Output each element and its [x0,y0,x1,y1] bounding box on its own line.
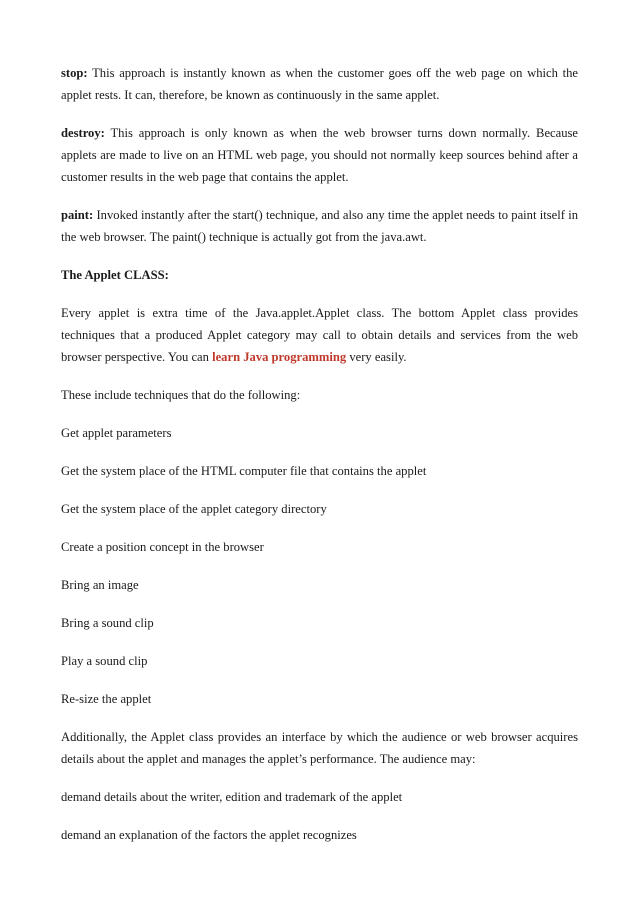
list-item: Get the system place of the HTML computer file that contains the applet [61,464,427,478]
paragraph-stop-text: This approach is instantly known as when the customer goes off the web page on which the applet rests. It can, therefore, be known as continuously in the same applet. [61,66,578,102]
list-item: Create a position concept in the browser [61,540,264,554]
learn-java-link[interactable]: learn Java programming [212,350,347,364]
list-item: Re-size the applet [61,692,152,706]
audience-item: demand an explanation of the factors the applet recognizes [61,828,357,842]
paragraph-paint-text: Invoked instantly after the start() technique, and also any time the applet needs to paint itself in the web browser. The paint() technique is actually got from the java.awt. [61,208,578,244]
list-item: Play a sound clip [61,654,148,668]
term-stop: stop: [61,66,88,80]
paragraph-destroy-text: This approach is only known as when the web browser turns down normally. Because applets are made to live on an HTML web page, you should not normally keep sources behind after a customer results in the web page that contains the applet. [61,126,578,184]
section-heading: The Applet CLASS: [61,268,169,282]
list-intro: These include techniques that do the following: [61,388,301,402]
document-page [61,62,578,862]
paragraph-intro [61,302,578,368]
list-item: Bring a sound clip [61,616,154,630]
list-item: Get applet parameters [61,426,172,440]
list-item: Bring an image [61,578,139,592]
list-item: Get the system place of the applet category directory [61,502,327,516]
audience-item: demand details about the writer, edition and trademark of the applet [61,790,403,804]
paragraph-additionally: Additionally, the Applet class provides an interface by which the audience or web browser acquires details about the applet and manages the applet’s performance. The audience may: [61,730,578,766]
term-destroy: destroy: [61,126,105,140]
intro-text-after: very easily. [346,350,407,364]
paragraph-paint [61,204,578,248]
term-paint: paint: [61,208,94,222]
paragraph-destroy [61,122,578,188]
paragraph-stop [61,62,578,106]
intro-text-before: Every applet is extra time of the Java.applet.Applet class. The bottom Applet class provides techniques that a produced Applet category may call to obtain details and services from the web browser perspective. You can [61,306,578,364]
